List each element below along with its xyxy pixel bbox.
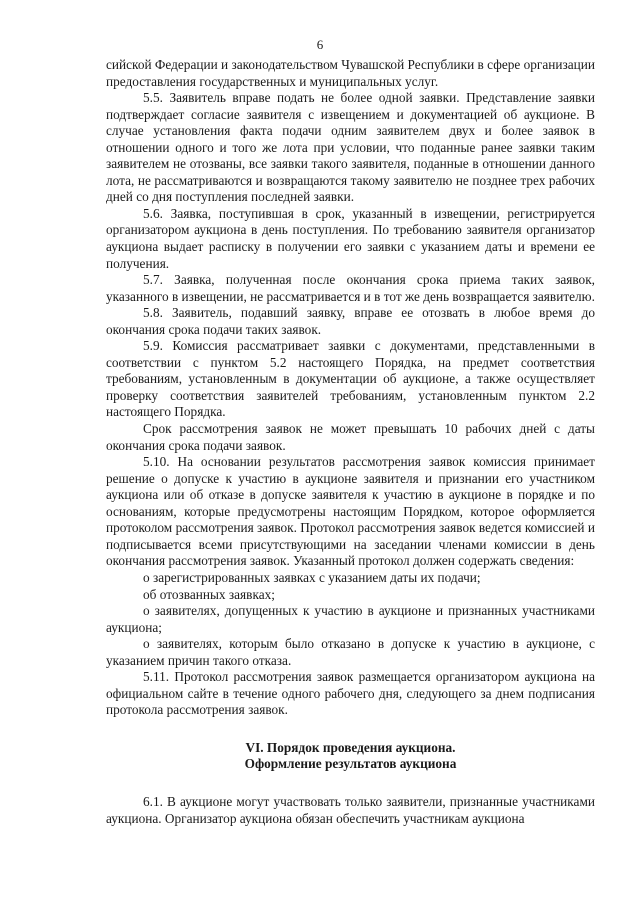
paragraph-5-9: 5.9. Комиссия рассматривает заявки с документами, представленными в соответствии с пунктом 5.2 настоящего Порядка, на предмет соответствия требованиям, установленным в документации об аукционе, а также осуществляет проверку соответствия заявителей требованиям, установленным пунктом 2.2 настоящего Порядка. — [106, 338, 595, 420]
list-item-admitted: о заявителях, допущенных к участию в аукционе и признанных участниками аукциона; — [106, 603, 595, 635]
list-item-registered: о зарегистрированных заявках с указанием даты их подачи; — [143, 569, 481, 585]
paragraph-5-10: 5.10. На основании результатов рассмотрения заявок комиссия принимает решение о допуске к участию в аукционе заявителя и признании его участником аукциона или об отказе в допуске заявителя к участию в аукционе в порядке и по основаниям, которые предусмотрены настоящим Порядком, которое оформляется протоколом рассмотрения заявок. Протокол рассмотрения заявок ведется комиссией и подписывается всеми присутствующими на заседании членами комиссии в день окончания рассмотрения заявок. Указанный протокол должен содержать сведения: — [106, 454, 595, 569]
paragraph-5-6: 5.6. Заявка, поступившая в срок, указанный в извещении, регистрируется организатором аукциона в день поступления. По требованию заявителя организатор аукциона выдает расписку в получении его заявки с указанием даты и времени ее получения. — [106, 205, 595, 271]
paragraph-5-8: 5.8. Заявитель, подавший заявку, вправе ее отозвать в любое время до окончания срока подачи таких заявок. — [106, 305, 595, 337]
paragraph-5-5: 5.5. Заявитель вправе подать не более одной заявки. Представление заявки подтверждает согласие заявителя с извещением и документацией об аукционе. В случае установления факта подачи одним заявителем двух и более заявок в отношении одного и того же лота при условии, что поданные ранее заявки таким заявителем не отозваны, все заявки такого заявителя, поданные в отношении данного лота, не рассматриваются и возвращаются такому заявителю не позднее трех рабочих дней со дня поступления последней заявки. — [106, 90, 595, 205]
page-number: 6 — [316, 37, 324, 52]
list-item-withdrawn: об отозванных заявках; — [143, 586, 275, 602]
paragraph-6-1: 6.1. В аукционе могут участвовать только заявители, признанные участниками аукциона. Организатор аукциона обязан обеспечить участникам аукциона — [106, 793, 595, 826]
paragraph-5-7: 5.7. Заявка, полученная после окончания срока приема таких заявок, указанного в извещении, не рассматривается и в тот же день возвращается заявителю. — [106, 272, 595, 304]
section-heading — [106, 740, 595, 773]
paragraph-review-period: Срок рассмотрения заявок не может превышать 10 рабочих дней с даты окончания срока подачи заявок. — [106, 421, 595, 453]
section-heading-line-2: Оформление результатов аукциона — [244, 756, 457, 772]
paragraph-continuation: сийской Федерации и законодательством Чувашской Республики в сфере организации предоставления государственных и муниципальных услуг. — [106, 57, 595, 89]
paragraph-5-11: 5.11. Протокол рассмотрения заявок размещается организатором аукциона на официальном сайте в течение одного рабочего дня, следующего за днем подписания протокола рассмотрения заявок. — [106, 669, 595, 718]
section-heading-line-1: VI. Порядок проведения аукциона. — [245, 739, 456, 755]
list-item-rejected: о заявителях, которым было отказано в допуске к участию в аукционе, с указанием причин такого отказа. — [106, 636, 595, 668]
document-body — [106, 57, 595, 827]
